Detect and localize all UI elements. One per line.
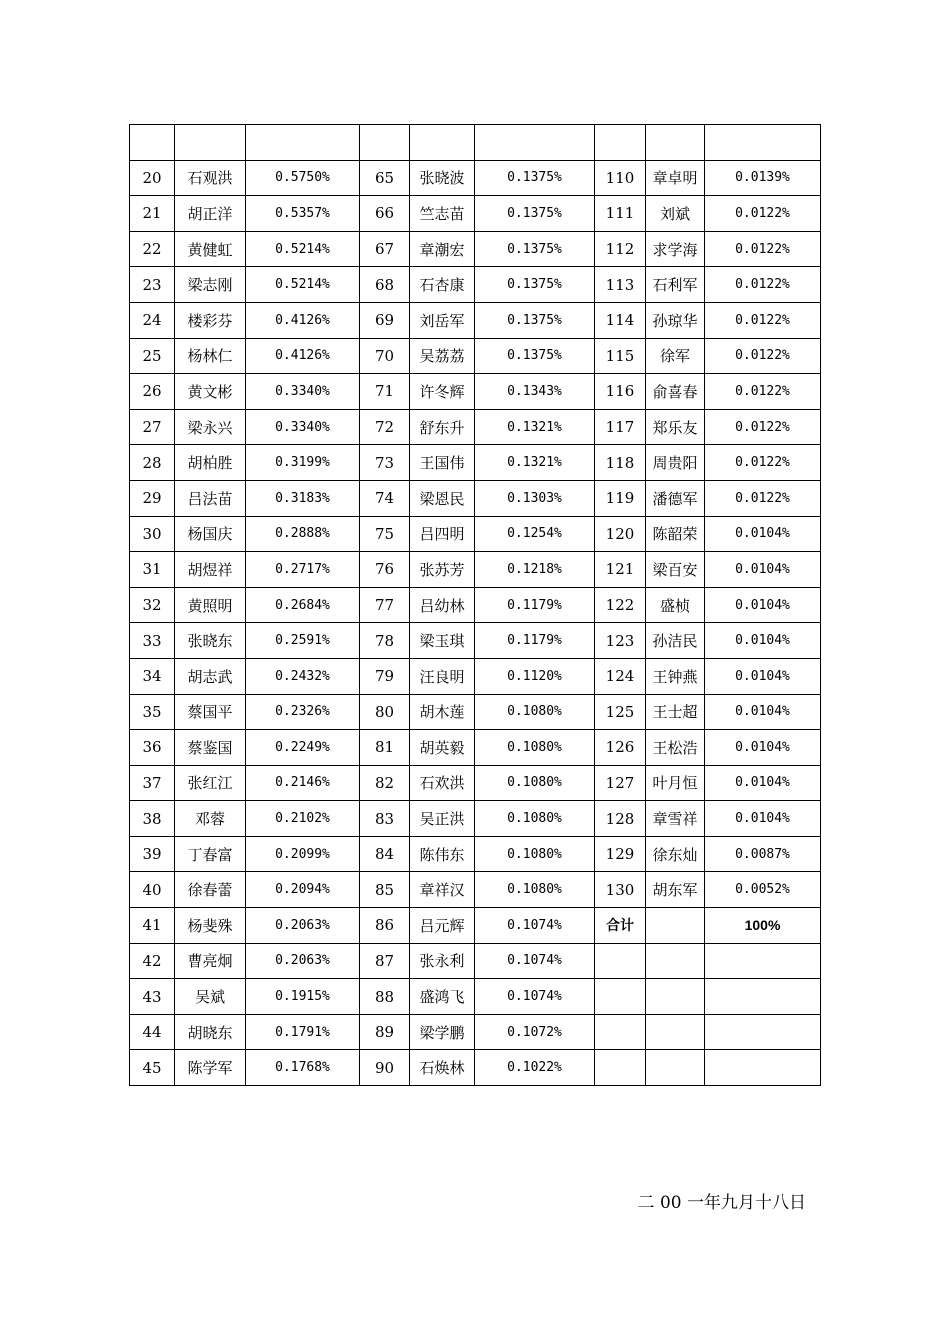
cell-name — [646, 908, 705, 944]
cell-percent: 0.1375% — [475, 231, 595, 267]
cell-name: 章卓明 — [646, 160, 705, 196]
cell-index: 129 — [595, 836, 646, 872]
cell-percent: 0.0122% — [705, 267, 821, 303]
cell-index: 85 — [360, 872, 410, 908]
cell-index: 33 — [130, 623, 175, 659]
cell-percent: 0.1375% — [475, 196, 595, 232]
cell-name: 王钟燕 — [646, 658, 705, 694]
cell-percent: 0.0139% — [705, 160, 821, 196]
cell-name: 梁玉琪 — [410, 623, 475, 659]
cell-name: 石利军 — [646, 267, 705, 303]
cell-index: 21 — [130, 196, 175, 232]
cell-name: 杨国庆 — [175, 516, 246, 552]
cell-percent: 0.1303% — [475, 480, 595, 516]
cell-name: 胡柏胜 — [175, 445, 246, 481]
cell-percent: 0.0104% — [705, 801, 821, 837]
cell-index: 112 — [595, 231, 646, 267]
cell-index: 78 — [360, 623, 410, 659]
cell-index: 43 — [130, 979, 175, 1015]
cell-name: 胡东军 — [646, 872, 705, 908]
table-row — [130, 196, 821, 232]
cell-name: 孙琼华 — [646, 302, 705, 338]
cell-index: 40 — [130, 872, 175, 908]
cell-name: 张永利 — [410, 943, 475, 979]
cell-index: 130 — [595, 872, 646, 908]
cell-name: 梁永兴 — [175, 409, 246, 445]
cell-name: 杨林仁 — [175, 338, 246, 374]
cell-percent: 0.0104% — [705, 765, 821, 801]
cell-name — [646, 979, 705, 1015]
cell-index: 71 — [360, 374, 410, 410]
cell-percent: 0.0104% — [705, 658, 821, 694]
cell-name: 竺志苗 — [410, 196, 475, 232]
cell-index: 84 — [360, 836, 410, 872]
cell-name: 张晓波 — [410, 160, 475, 196]
cell-index: 69 — [360, 302, 410, 338]
cell-percent: 0.3199% — [246, 445, 360, 481]
cell-name: 丁春富 — [175, 836, 246, 872]
cell-index: 38 — [130, 801, 175, 837]
cell-percent: 0.2094% — [246, 872, 360, 908]
cell-name: 楼彩芬 — [175, 302, 246, 338]
cell-index: 86 — [360, 908, 410, 944]
cell-index: 124 — [595, 658, 646, 694]
cell-percent: 0.2717% — [246, 552, 360, 588]
cell-name: 梁恩民 — [410, 480, 475, 516]
cell-index: 120 — [595, 516, 646, 552]
cell-index: 77 — [360, 587, 410, 623]
cell-name — [410, 125, 475, 161]
cell-index — [130, 125, 175, 161]
cell-name: 叶月恒 — [646, 765, 705, 801]
cell-percent: 0.1343% — [475, 374, 595, 410]
cell-percent: 0.1375% — [475, 302, 595, 338]
cell-percent: 0.1915% — [246, 979, 360, 1015]
table-row — [130, 658, 821, 694]
cell-name: 吕幼林 — [410, 587, 475, 623]
cell-index — [595, 125, 646, 161]
cell-index — [360, 125, 410, 161]
cell-percent: 0.2326% — [246, 694, 360, 730]
cell-index: 128 — [595, 801, 646, 837]
cell-name: 张晓东 — [175, 623, 246, 659]
cell-name: 梁百安 — [646, 552, 705, 588]
cell-name: 章潮宏 — [410, 231, 475, 267]
cell-name: 黄照明 — [175, 587, 246, 623]
cell-index: 117 — [595, 409, 646, 445]
cell-percent: 0.2146% — [246, 765, 360, 801]
cell-index: 110 — [595, 160, 646, 196]
table-row — [130, 409, 821, 445]
cell-percent: 0.0122% — [705, 231, 821, 267]
cell-name: 徐军 — [646, 338, 705, 374]
cell-percent: 0.2102% — [246, 801, 360, 837]
cell-percent: 0.1080% — [475, 872, 595, 908]
cell-index: 88 — [360, 979, 410, 1015]
cell-name: 黄健虹 — [175, 231, 246, 267]
cell-percent: 0.0087% — [705, 836, 821, 872]
cell-percent: 0.2591% — [246, 623, 360, 659]
table-row — [130, 979, 821, 1015]
cell-percent: 0.2099% — [246, 836, 360, 872]
cell-percent: 0.0104% — [705, 694, 821, 730]
cell-name — [646, 125, 705, 161]
cell-index: 27 — [130, 409, 175, 445]
cell-name: 黄文彬 — [175, 374, 246, 410]
cell-percent: 0.0122% — [705, 374, 821, 410]
cell-index: 83 — [360, 801, 410, 837]
cell-name: 舒东升 — [410, 409, 475, 445]
cell-percent: 0.0104% — [705, 730, 821, 766]
cell-index: 29 — [130, 480, 175, 516]
table-row — [130, 480, 821, 516]
cell-index: 111 — [595, 196, 646, 232]
cell-percent: 0.1080% — [475, 694, 595, 730]
cell-index: 87 — [360, 943, 410, 979]
cell-name: 吴斌 — [175, 979, 246, 1015]
cell-index: 122 — [595, 587, 646, 623]
table-row — [130, 836, 821, 872]
cell-index: 合计 — [595, 908, 646, 944]
cell-name: 俞喜春 — [646, 374, 705, 410]
cell-name — [646, 1050, 705, 1086]
cell-percent: 0.1080% — [475, 836, 595, 872]
cell-name: 吴正洪 — [410, 801, 475, 837]
cell-percent: 0.1218% — [475, 552, 595, 588]
cell-percent: 0.1179% — [475, 587, 595, 623]
cell-percent: 0.1375% — [475, 338, 595, 374]
cell-percent: 0.1768% — [246, 1050, 360, 1086]
shareholder-table — [129, 124, 821, 1086]
cell-name: 陈伟东 — [410, 836, 475, 872]
cell-index: 44 — [130, 1014, 175, 1050]
cell-index: 73 — [360, 445, 410, 481]
table-row — [130, 231, 821, 267]
cell-index: 82 — [360, 765, 410, 801]
cell-percent: 0.5214% — [246, 267, 360, 303]
cell-percent: 0.0052% — [705, 872, 821, 908]
cell-index: 89 — [360, 1014, 410, 1050]
cell-percent: 0.0104% — [705, 516, 821, 552]
cell-index: 28 — [130, 445, 175, 481]
cell-percent — [705, 125, 821, 161]
cell-percent: 0.1074% — [475, 943, 595, 979]
table-row — [130, 160, 821, 196]
cell-index — [595, 979, 646, 1015]
cell-index: 72 — [360, 409, 410, 445]
cell-index: 80 — [360, 694, 410, 730]
cell-index: 118 — [595, 445, 646, 481]
cell-name: 胡木莲 — [410, 694, 475, 730]
cell-name: 周贵阳 — [646, 445, 705, 481]
cell-name — [175, 125, 246, 161]
cell-percent: 0.1321% — [475, 409, 595, 445]
cell-percent: 0.0122% — [705, 409, 821, 445]
cell-percent: 0.5357% — [246, 196, 360, 232]
cell-index: 25 — [130, 338, 175, 374]
cell-percent: 0.4126% — [246, 338, 360, 374]
table-row — [130, 765, 821, 801]
cell-index: 45 — [130, 1050, 175, 1086]
cell-index: 125 — [595, 694, 646, 730]
cell-index: 81 — [360, 730, 410, 766]
cell-name: 张红江 — [175, 765, 246, 801]
table-body — [130, 125, 821, 1086]
table-row — [130, 267, 821, 303]
cell-percent: 0.2888% — [246, 516, 360, 552]
cell-percent: 0.1072% — [475, 1014, 595, 1050]
table-row — [130, 694, 821, 730]
cell-percent — [246, 125, 360, 161]
cell-percent: 0.0104% — [705, 623, 821, 659]
cell-name: 王国伟 — [410, 445, 475, 481]
cell-percent: 0.1179% — [475, 623, 595, 659]
cell-name: 曹亮炯 — [175, 943, 246, 979]
table-row — [130, 338, 821, 374]
cell-name: 徐东灿 — [646, 836, 705, 872]
cell-name: 盛鸿飞 — [410, 979, 475, 1015]
cell-percent: 0.2063% — [246, 943, 360, 979]
cell-index — [595, 1050, 646, 1086]
document-date: 二 00 一年九月十八日 — [637, 1193, 806, 1213]
cell-name: 石观洪 — [175, 160, 246, 196]
cell-index: 22 — [130, 231, 175, 267]
cell-name: 蔡国平 — [175, 694, 246, 730]
cell-percent: 0.4126% — [246, 302, 360, 338]
table-row — [130, 302, 821, 338]
cell-name: 胡英毅 — [410, 730, 475, 766]
cell-index: 26 — [130, 374, 175, 410]
cell-index: 35 — [130, 694, 175, 730]
cell-percent: 0.3183% — [246, 480, 360, 516]
cell-percent: 0.2432% — [246, 658, 360, 694]
cell-percent: 0.0122% — [705, 338, 821, 374]
table-row — [130, 587, 821, 623]
cell-index: 20 — [130, 160, 175, 196]
cell-percent: 0.1074% — [475, 908, 595, 944]
cell-percent: 0.0122% — [705, 196, 821, 232]
cell-index: 65 — [360, 160, 410, 196]
cell-percent: 0.2249% — [246, 730, 360, 766]
cell-name: 石欢洪 — [410, 765, 475, 801]
cell-percent: 0.1791% — [246, 1014, 360, 1050]
cell-percent: 0.1120% — [475, 658, 595, 694]
cell-index: 41 — [130, 908, 175, 944]
cell-percent: 100% — [705, 908, 821, 944]
cell-index: 37 — [130, 765, 175, 801]
cell-percent — [475, 125, 595, 161]
cell-percent: 0.1080% — [475, 730, 595, 766]
cell-index: 116 — [595, 374, 646, 410]
cell-name: 章雪祥 — [646, 801, 705, 837]
cell-index: 39 — [130, 836, 175, 872]
cell-index: 30 — [130, 516, 175, 552]
cell-percent: 0.0122% — [705, 480, 821, 516]
cell-percent: 0.1022% — [475, 1050, 595, 1086]
cell-name: 章祥汉 — [410, 872, 475, 908]
cell-name: 汪良明 — [410, 658, 475, 694]
cell-percent: 0.3340% — [246, 409, 360, 445]
cell-index: 123 — [595, 623, 646, 659]
table-row — [130, 1014, 821, 1050]
cell-percent: 0.1321% — [475, 445, 595, 481]
cell-percent: 0.1074% — [475, 979, 595, 1015]
cell-name: 胡煜祥 — [175, 552, 246, 588]
cell-name: 陈学军 — [175, 1050, 246, 1086]
cell-name: 陈韶荣 — [646, 516, 705, 552]
cell-percent — [705, 979, 821, 1015]
cell-name — [646, 943, 705, 979]
table-header-row — [130, 125, 821, 161]
cell-index: 115 — [595, 338, 646, 374]
cell-percent: 0.1375% — [475, 267, 595, 303]
cell-index: 126 — [595, 730, 646, 766]
cell-percent — [705, 1050, 821, 1086]
cell-name: 杨斐殊 — [175, 908, 246, 944]
cell-percent: 0.0104% — [705, 587, 821, 623]
cell-name: 胡晓东 — [175, 1014, 246, 1050]
cell-index: 67 — [360, 231, 410, 267]
cell-name — [646, 1014, 705, 1050]
cell-percent: 0.0122% — [705, 302, 821, 338]
cell-name: 郑乐友 — [646, 409, 705, 445]
cell-percent: 0.2684% — [246, 587, 360, 623]
table-row — [130, 872, 821, 908]
table-row — [130, 445, 821, 481]
cell-name: 王士超 — [646, 694, 705, 730]
cell-name: 求学海 — [646, 231, 705, 267]
cell-name: 吕四明 — [410, 516, 475, 552]
cell-index: 79 — [360, 658, 410, 694]
cell-index: 127 — [595, 765, 646, 801]
table-row — [130, 1050, 821, 1086]
cell-index: 113 — [595, 267, 646, 303]
cell-name: 梁志刚 — [175, 267, 246, 303]
table-row — [130, 623, 821, 659]
cell-index: 90 — [360, 1050, 410, 1086]
cell-percent: 0.3340% — [246, 374, 360, 410]
cell-index: 68 — [360, 267, 410, 303]
cell-percent: 0.5214% — [246, 231, 360, 267]
cell-name: 刘斌 — [646, 196, 705, 232]
cell-name: 王松浩 — [646, 730, 705, 766]
cell-name: 吕元辉 — [410, 908, 475, 944]
cell-index: 23 — [130, 267, 175, 303]
cell-name: 吕法苗 — [175, 480, 246, 516]
table-row — [130, 374, 821, 410]
cell-name: 石焕林 — [410, 1050, 475, 1086]
cell-index: 24 — [130, 302, 175, 338]
cell-name: 吴荔荔 — [410, 338, 475, 374]
cell-index: 74 — [360, 480, 410, 516]
table-row — [130, 943, 821, 979]
cell-index: 34 — [130, 658, 175, 694]
cell-index: 42 — [130, 943, 175, 979]
table-row — [130, 908, 821, 944]
cell-index — [595, 1014, 646, 1050]
cell-percent: 0.5750% — [246, 160, 360, 196]
cell-name: 潘德军 — [646, 480, 705, 516]
cell-index: 32 — [130, 587, 175, 623]
cell-index: 31 — [130, 552, 175, 588]
cell-name: 梁学鹏 — [410, 1014, 475, 1050]
cell-percent: 0.2063% — [246, 908, 360, 944]
cell-index: 36 — [130, 730, 175, 766]
cell-name: 石杏康 — [410, 267, 475, 303]
cell-percent — [705, 943, 821, 979]
table-row — [130, 730, 821, 766]
cell-percent: 0.1254% — [475, 516, 595, 552]
cell-index: 66 — [360, 196, 410, 232]
cell-index: 75 — [360, 516, 410, 552]
cell-index: 76 — [360, 552, 410, 588]
cell-percent: 0.1375% — [475, 160, 595, 196]
cell-name: 许冬辉 — [410, 374, 475, 410]
cell-name: 蔡鉴国 — [175, 730, 246, 766]
cell-percent: 0.0122% — [705, 445, 821, 481]
cell-name: 邓蓉 — [175, 801, 246, 837]
cell-name: 孙洁民 — [646, 623, 705, 659]
cell-name: 张苏芳 — [410, 552, 475, 588]
cell-index: 119 — [595, 480, 646, 516]
cell-percent: 0.0104% — [705, 552, 821, 588]
cell-name: 盛桢 — [646, 587, 705, 623]
cell-percent: 0.1080% — [475, 801, 595, 837]
cell-index: 121 — [595, 552, 646, 588]
table-row — [130, 516, 821, 552]
cell-name: 胡志武 — [175, 658, 246, 694]
table-row — [130, 552, 821, 588]
cell-index: 70 — [360, 338, 410, 374]
cell-name: 徐春蕾 — [175, 872, 246, 908]
cell-index — [595, 943, 646, 979]
cell-percent — [705, 1014, 821, 1050]
cell-percent: 0.1080% — [475, 765, 595, 801]
cell-name: 刘岳军 — [410, 302, 475, 338]
table-row — [130, 801, 821, 837]
cell-name: 胡正洋 — [175, 196, 246, 232]
cell-index: 114 — [595, 302, 646, 338]
